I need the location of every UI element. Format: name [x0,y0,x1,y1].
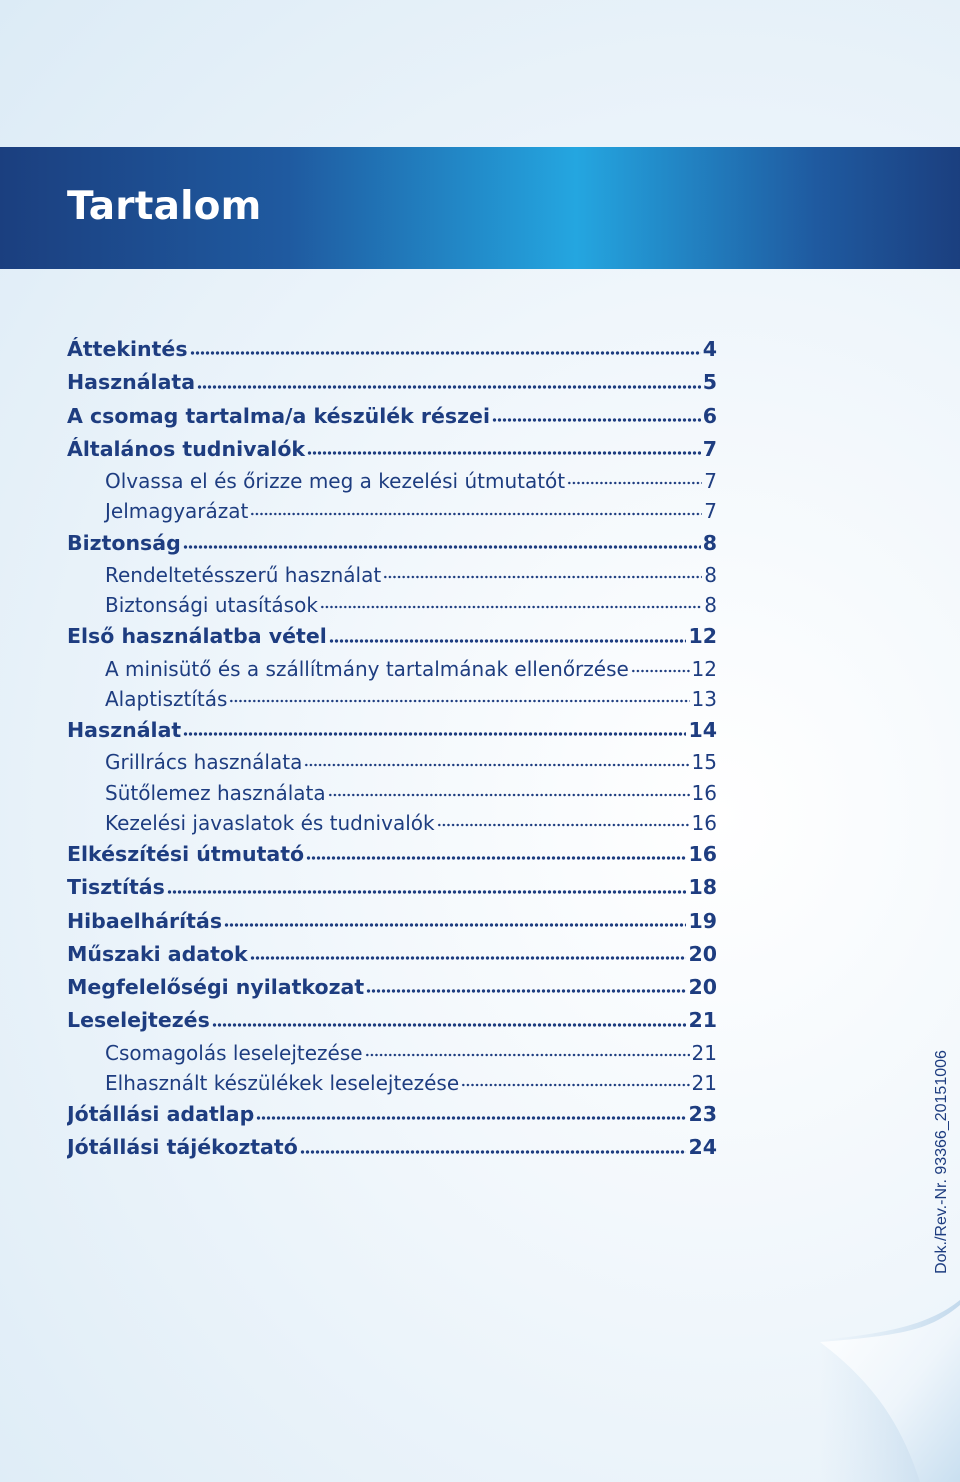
toc-entry[interactable] [67,1068,717,1098]
toc-entry[interactable] [67,1098,717,1131]
toc-entry-title: Első használatba vétel [67,624,327,649]
toc-entry-title: Rendeltetésszerű használat [105,562,382,587]
toc-leader-dots [631,667,690,675]
toc-entry[interactable] [67,905,717,938]
toc-leader-dots [383,573,702,581]
toc-leader-dots [183,543,701,551]
toc-entry-title: Jelmagyarázat [105,499,249,524]
toc-entry-page: 16 [688,842,717,866]
toc-entry[interactable] [67,654,717,684]
toc-entry-page: 8 [704,593,717,617]
toc-leader-dots [250,510,702,518]
toc-entry-page: 14 [688,718,717,742]
toc-entry-page: 13 [691,686,717,711]
toc-entry-page: 6 [702,403,717,428]
toc-leader-dots [461,1081,689,1089]
toc-entry[interactable] [67,620,717,653]
toc-leader-dots [567,479,702,487]
toc-entry-page: 4 [702,337,717,361]
toc-entry-page: 18 [688,875,717,900]
toc-leader-dots [329,637,687,645]
toc-entry-page: 5 [702,370,717,395]
document-revision-number: Dok./Rev.-Nr. 93366_20151006 [933,1050,950,1274]
toc-entry-page: 8 [704,562,717,587]
toc-entry-title: Tisztítás [67,875,165,900]
toc-entry-page: 21 [691,1070,717,1095]
toc-entry-page: 24 [688,1135,717,1160]
toc-entry[interactable] [67,938,717,971]
toc-entry-page: 16 [691,780,717,805]
toc-entry[interactable] [67,1004,717,1037]
toc-entry-title: A minisütő és a szállítmány tartalmának ellenőrzése [105,656,629,681]
toc-entry[interactable] [67,527,717,560]
toc-leader-dots [365,1051,690,1059]
toc-leader-dots [197,383,701,391]
toc-entry-title: Használata [67,370,196,395]
toc-entry[interactable] [67,400,717,433]
toc-entry-title: Használat [67,718,182,742]
toc-entry-title: Biztonság [67,530,181,555]
toc-entry-title: Biztonsági utasítások [105,593,318,617]
toc-entry[interactable] [67,333,717,366]
toc-leader-dots [190,349,701,357]
toc-entry-page: 7 [704,469,717,493]
toc-leader-dots [304,761,689,769]
toc-entry[interactable] [67,808,717,838]
toc-entry-page: 20 [688,941,717,966]
toc-entry-title: Csomagolás leselejtezése [105,1040,363,1065]
toc-entry[interactable] [67,714,717,747]
table-of-contents [67,333,717,1165]
toc-entry-page: 12 [691,656,717,681]
toc-entry[interactable] [67,590,717,620]
toc-entry-title: Műszaki adatok [67,941,248,966]
toc-entry-title: Áttekintés [67,337,188,361]
toc-leader-dots [167,888,687,896]
page-title: Tartalom [67,184,262,229]
toc-entry-page: 19 [688,908,717,933]
toc-leader-dots [212,1021,687,1029]
toc-entry-page: 7 [702,436,717,461]
toc-entry-title: Elkészítési útmutató [67,842,305,866]
toc-entry[interactable] [67,684,717,714]
toc-leader-dots [250,954,687,962]
toc-entry-page: 21 [688,1008,717,1033]
toc-entry-page: 8 [702,530,717,555]
toc-entry[interactable] [67,747,717,777]
toc-entry-page: 15 [691,750,717,775]
toc-entry-page: 23 [688,1102,717,1126]
toc-entry-title: Leselejtezés [67,1008,210,1033]
toc-entry-title: Sütőlemez használata [105,780,326,805]
toc-leader-dots [256,1114,686,1122]
toc-entry-title: Általános tudnivalók [67,436,306,461]
toc-entry-page: 12 [688,624,717,649]
toc-leader-dots [437,821,690,829]
toc-entry[interactable] [67,1131,717,1164]
toc-entry-title: Elhasznált készülékek leselejtezése [105,1070,460,1095]
toc-leader-dots [328,791,690,799]
toc-entry-title: Kezelési javaslatok és tudnivalók [105,810,435,835]
toc-entry[interactable] [67,971,717,1004]
toc-entry[interactable] [67,366,717,399]
toc-entry[interactable] [67,560,717,590]
toc-entry-page: 7 [704,499,717,524]
toc-entry-title: Jótállási tájékoztató [67,1135,298,1160]
toc-entry-page: 20 [688,975,717,999]
toc-entry-page: 21 [691,1040,717,1065]
toc-entry-title: Megfelelőségi nyilatkozat [67,975,365,999]
toc-entry[interactable] [67,433,717,466]
toc-entry[interactable] [67,838,717,871]
toc-leader-dots [366,987,686,995]
toc-entry-title: Jótállási adatlap [67,1102,255,1126]
toc-entry-title: A csomag tartalma/a készülék részei [67,403,490,428]
toc-entry-title: Grillrács használata [105,750,303,775]
toc-entry[interactable] [67,496,717,526]
toc-leader-dots [229,697,689,705]
toc-leader-dots [492,416,701,424]
toc-entry[interactable] [67,871,717,904]
toc-leader-dots [300,1148,687,1156]
toc-entry[interactable] [67,1038,717,1068]
toc-leader-dots [307,449,701,457]
toc-entry-title: Hibaelhárítás [67,908,223,933]
toc-entry[interactable] [67,778,717,808]
toc-leader-dots [320,603,702,611]
toc-leader-dots [224,921,686,929]
toc-entry[interactable] [67,466,717,496]
toc-entry-page: 16 [691,810,717,835]
toc-entry-title: Olvassa el és őrizze meg a kezelési útmutatót [105,469,566,493]
toc-leader-dots [306,854,686,862]
toc-entry-title: Alaptisztítás [105,686,228,711]
toc-leader-dots [183,730,686,738]
